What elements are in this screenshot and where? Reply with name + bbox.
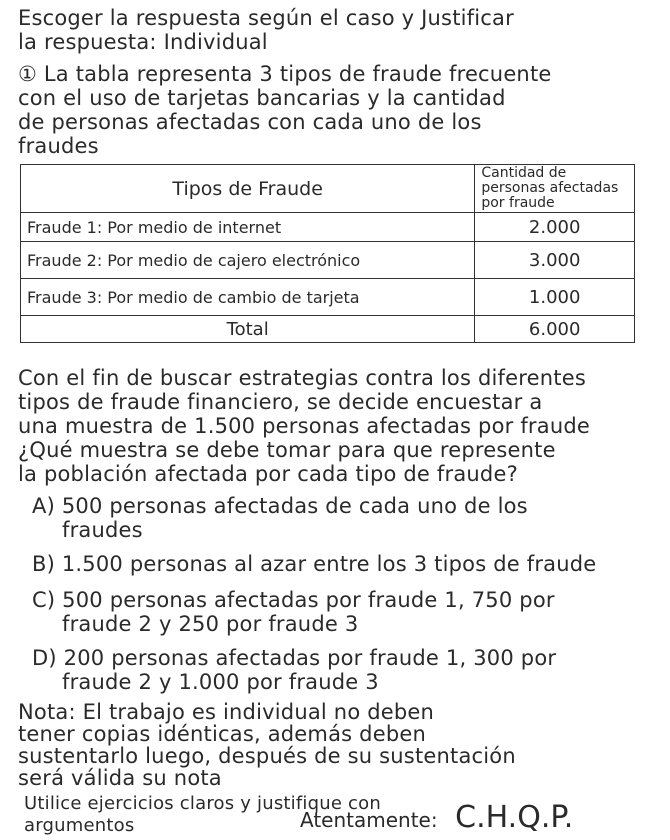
option-a-cont: fraudes (62, 518, 143, 542)
option-c: C) 500 personas afectadas por fraude 1, 750 por (32, 588, 555, 612)
table-row (21, 213, 635, 242)
total-label: Total (21, 316, 475, 343)
signature (300, 800, 573, 835)
option-d-cont: fraude 2 y 1.000 por fraude 3 (62, 670, 379, 694)
affected-count-cell: 3.000 (475, 242, 635, 279)
note-line-6: argumentos (24, 815, 135, 836)
question-2-line-5: la población afectada por cada tipo de fraude? (18, 462, 518, 486)
signature-initials: C.H.Q.P. (455, 800, 574, 835)
header-affected-count: Cantidad de personas afectadas por fraude (475, 165, 635, 213)
question-2-line-2: tipos de fraude financiero, se decide encuestar a (18, 390, 543, 414)
table-total-row (21, 316, 635, 343)
affected-count-cell: 1.000 (475, 279, 635, 316)
instruction-line-2: la respuesta: Individual (18, 30, 268, 54)
question-1-line-1: ① La tabla representa 3 tipos de fraude frecuente (18, 62, 552, 86)
fraud-type-cell: Fraude 1: Por medio de internet (21, 213, 475, 242)
note-line-3: sustentarlo luego, después de su sustentación (18, 744, 516, 768)
header-fraud-type: Tipos de Fraude (21, 165, 475, 213)
note-line-4: será válida su nota (18, 766, 222, 790)
total-value: 6.000 (475, 316, 635, 343)
option-a: A) 500 personas afectadas de cada uno de los (32, 494, 528, 518)
note-line-1: Nota: El trabajo es individual no deben (18, 700, 435, 724)
option-d: D) 200 personas afectadas por fraude 1, 300 por (32, 646, 557, 670)
affected-count-cell: 2.000 (475, 213, 635, 242)
question-1-line-2: con el uso de tarjetas bancarias y la cantidad (18, 86, 506, 110)
note-line-5: Utilice ejercicios claros y justifique con (24, 793, 381, 814)
table-row (21, 242, 635, 279)
question-2-line-1: Con el fin de buscar estrategias contra los diferentes (18, 366, 586, 390)
fraud-table (20, 164, 635, 343)
question-1-line-4: fraudes (18, 134, 99, 158)
option-c-cont: fraude 2 y 250 por fraude 3 (62, 612, 359, 636)
fraud-type-cell: Fraude 2: Por medio de cajero electrónico (21, 242, 475, 279)
question-1-line-3: de personas afectadas con cada uno de los (18, 110, 482, 134)
table-row (21, 279, 635, 316)
fraud-type-cell: Fraude 3: Por medio de cambio de tarjeta (21, 279, 475, 316)
question-2-line-3: una muestra de 1.500 personas afectadas por fraude (18, 414, 590, 438)
table-header-row (21, 165, 635, 213)
instruction-line-1: Escoger la respuesta según el caso y Justificar (18, 6, 514, 30)
signature-label: Atentamente: (300, 808, 438, 832)
option-b: B) 1.500 personas al azar entre los 3 tipos de fraude (32, 552, 597, 576)
question-2-line-4: ¿Qué muestra se debe tomar para que represente (18, 438, 556, 462)
note-line-2: tener copias idénticas, además deben (18, 722, 426, 746)
